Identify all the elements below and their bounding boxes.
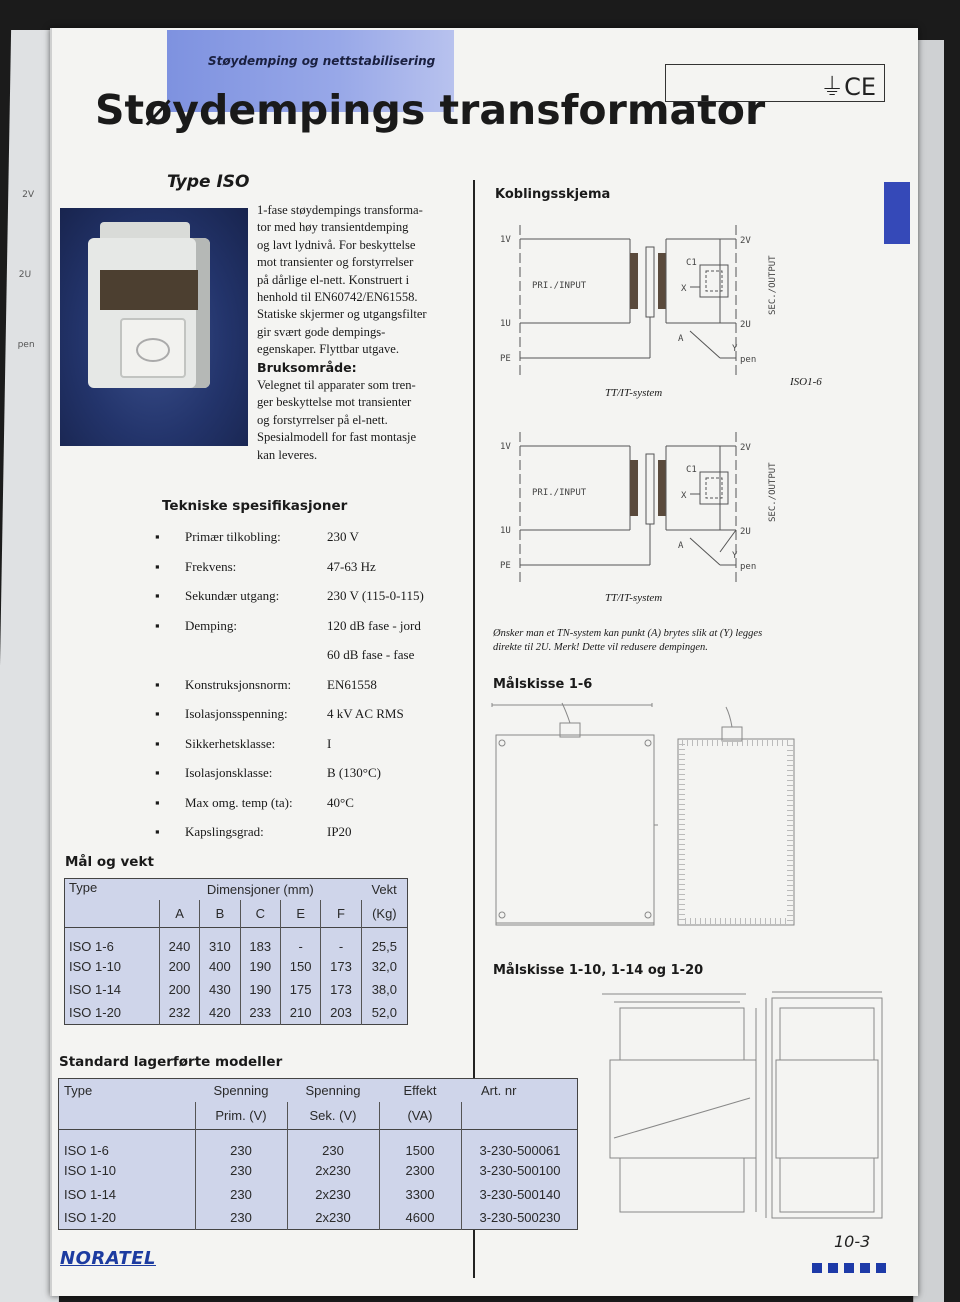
table-cell: 430 [200, 978, 240, 1001]
table-row [65, 1001, 408, 1024]
table-cell: 3300 [379, 1183, 461, 1206]
spec-bullet: ▪ [155, 676, 160, 692]
col-prim-unit: Prim. (V) [195, 1102, 287, 1130]
spec-value: 230 V [327, 529, 359, 544]
spec-label: Isolasjonsklasse: [185, 765, 273, 780]
dimensions-heading: Mål og vekt [65, 854, 154, 870]
col-f: F [321, 900, 361, 928]
desc-line: gir svært gode dempings- [257, 324, 386, 339]
spec-label: Primær tilkobling: [185, 529, 281, 544]
tn-system-note: Ønsker man et TN-system kan punkt (A) brytes slik at (Y) legges direkte til 2U. Merk! Dette vil redusere dempingen. [493, 628, 763, 653]
table-cell: 233 [240, 1001, 280, 1024]
spec-value: IP20 [327, 824, 352, 839]
product-type-heading: Type ISO [167, 172, 250, 192]
table-cell: 400 [200, 955, 240, 978]
table-cell: 4600 [379, 1206, 461, 1229]
table-cell: 150 [280, 955, 320, 978]
page-title: Støydempings transformator [95, 86, 766, 134]
table-cell: 3-230-500061 [479, 1143, 561, 1159]
table-row [59, 1183, 578, 1206]
table-cell: 32,0 [371, 958, 398, 974]
wiring-label-y: Y [732, 344, 738, 354]
table-cell: 52,0 [371, 1005, 398, 1021]
wiring-diagram-2 [500, 432, 778, 582]
spec-value: 120 dB fase - jord [327, 617, 421, 633]
spec-label: Frekvens: [185, 558, 237, 574]
col-dimensions: Dimensjoner (mm) [206, 881, 314, 897]
spec-bullet: ▪ [155, 735, 160, 751]
spec-label: Sikkerhetsklasse: [185, 735, 276, 751]
certification-box [665, 64, 885, 102]
certification-marks: ⏚CE [820, 73, 876, 101]
wiring-label-v2: 2V [740, 236, 751, 246]
table-cell: 38,0 [371, 982, 398, 998]
desc-line: henhold til EN60742/EN61558. [257, 290, 418, 305]
table-row [59, 1130, 578, 1160]
dimensions-table [64, 878, 408, 1025]
spec-value: B (130°C) [327, 765, 381, 780]
table-cell: ISO 1-6 [65, 927, 160, 955]
spec-value: I [327, 735, 332, 751]
spec-value: 230 V (115-0-115) [327, 588, 424, 603]
wiring-label-sec: SEC./OUTPUT [768, 462, 778, 522]
marker-square [844, 1263, 854, 1273]
table-cell: 1500 [379, 1130, 461, 1160]
spec-label: Sekundær utgang: [185, 588, 280, 603]
marker-square [876, 1263, 886, 1273]
sketch1-heading: Målskisse 1-6 [493, 677, 593, 692]
transformer-screen [646, 247, 654, 317]
col-prim: Spenning [213, 1082, 269, 1098]
transformer-winding [630, 253, 638, 309]
spec-label: Konstruksjonsnorm: [185, 676, 292, 692]
col-b: B [200, 900, 240, 928]
system-caption-1: TT/IT-system [605, 387, 663, 399]
stock-table [58, 1078, 578, 1230]
col-artnr: Art. nr [481, 1082, 517, 1098]
table-cell: - [321, 927, 361, 955]
spec-label: Demping: [185, 617, 237, 633]
table-cell: 230 [195, 1159, 287, 1182]
spec-label: Max omg. temp (ta): [185, 794, 293, 810]
wiring-label-pe: PE [500, 354, 511, 364]
table-cell: 420 [200, 1001, 240, 1024]
table-cell: 2300 [379, 1159, 461, 1182]
wiring-line [690, 331, 720, 358]
wiring-label-pri: PRI./INPUT [532, 488, 587, 498]
wiring-label-pen: pen [740, 562, 757, 572]
marker-square [828, 1263, 838, 1273]
spec-value: 47-63 Hz [327, 558, 376, 574]
desc-line: egenskaper. Flyttbar utgave. [257, 342, 399, 357]
wiring-label-x: X [681, 284, 687, 294]
dimension-sketch-2 [600, 988, 900, 1233]
spec-bullet: ▪ [155, 794, 160, 810]
table-cell: ISO 1-6 [59, 1130, 196, 1160]
col-c: C [240, 900, 280, 928]
table-cell: ISO 1-20 [59, 1206, 196, 1229]
filter-box [700, 265, 728, 297]
noratel-logo: NORATEL [60, 1248, 156, 1269]
wiring-label-x: X [681, 491, 687, 501]
table-cell: 310 [200, 927, 240, 955]
page-number: 10-3 [834, 1232, 871, 1251]
table-cell: 230 [195, 1130, 287, 1160]
wiring-line [690, 538, 720, 565]
usage-line: Spesialmodell for fast montasje [257, 430, 417, 445]
usage-line: Velegnet til apparater som tren- [257, 378, 416, 393]
chapter-tab [884, 182, 910, 244]
wiring-line [720, 530, 736, 552]
wiring-label-u2: 2U [740, 527, 751, 537]
desc-line: Statiske skjermer og utgangsfilter [257, 307, 427, 322]
model-label: ISO1-6 [790, 376, 822, 388]
col-effekt-unit: (VA) [379, 1102, 461, 1130]
usage-line: kan leveres. [257, 447, 318, 462]
spec-bullet: ▪ [155, 706, 160, 721]
table-cell: 200 [159, 978, 199, 1001]
table-cell: 210 [280, 1001, 320, 1024]
wiring-label-c1: C1 [686, 258, 697, 268]
table-cell: 2x230 [287, 1206, 379, 1229]
spec-value: 60 dB fase - fase [327, 647, 415, 662]
usage-heading: Bruksområde: [257, 359, 357, 375]
col-effekt: Effekt [403, 1082, 437, 1098]
table-cell: 25,5 [371, 938, 398, 954]
wiring-label-v1: 1V [500, 442, 511, 452]
table-cell: 183 [240, 927, 280, 955]
wiring-label-pri: PRI./INPUT [532, 281, 587, 291]
table-row [59, 1206, 578, 1229]
transformer-screen [646, 454, 654, 524]
spec-value: EN61558 [327, 676, 377, 692]
table-row [59, 1159, 578, 1182]
table-cell: 230 [287, 1130, 379, 1160]
table-cell: 173 [321, 978, 361, 1001]
product-photo [60, 208, 248, 446]
table-row [65, 955, 408, 978]
table-cell: 230 [195, 1206, 287, 1229]
transformer-winding [658, 253, 666, 309]
section-subtitle: Støydemping og nettstabilisering [208, 54, 436, 68]
table-cell: 173 [321, 955, 361, 978]
table-cell: - [280, 927, 320, 955]
wiring-label-u2: 2U [740, 320, 751, 330]
wiring-label-u1: 1U [500, 526, 511, 536]
system-caption-2: TT/IT-system [605, 592, 663, 604]
table-cell: 3-230-500230 [479, 1210, 561, 1226]
dimension-sketch-1 [490, 695, 810, 940]
stock-heading: Standard lagerførte modeller [59, 1054, 283, 1070]
desc-line: mot transienter og forstyrrelser [257, 255, 414, 270]
wiring-label-pe: PE [500, 561, 511, 571]
wiring-label-u1: 1U [500, 319, 511, 329]
table-cell: ISO 1-14 [65, 978, 160, 1001]
desc-line: på dårlige el-nett. Konstruert i [257, 272, 410, 287]
previous-page-edge: 2V 2U pen [0, 30, 81, 1302]
transformer-winding [658, 460, 666, 516]
wiring-diagram-1 [500, 225, 778, 375]
transformer-core [100, 270, 198, 310]
usage-line: ger beskyttelse mot transienter [257, 395, 412, 410]
spec-bullet: ▪ [155, 529, 160, 544]
table-cell: 175 [280, 978, 320, 1001]
col-a: A [159, 900, 199, 928]
table-cell: 3-230-500100 [479, 1163, 561, 1179]
table-cell: 190 [240, 978, 280, 1001]
table-cell: 200 [159, 955, 199, 978]
wiring-label-v1: 1V [500, 235, 511, 245]
page-marker-squares [812, 1258, 892, 1277]
desc-line: og lavt lydnivå. For beskyttelse [257, 237, 416, 252]
wiring-heading: Koblingsskjema [495, 187, 611, 202]
table-cell: ISO 1-10 [65, 955, 160, 978]
filter-box [700, 472, 728, 504]
sketch2-heading: Målskisse 1-10, 1-14 og 1-20 [493, 963, 704, 978]
spec-bullet: ▪ [155, 824, 160, 839]
table-cell: 2x230 [287, 1159, 379, 1182]
desc-line: tor med høy transientdemping [257, 220, 409, 235]
table-row [65, 927, 408, 955]
col-type: Type [69, 880, 98, 895]
spec-value: 40°C [327, 794, 354, 810]
specs-heading: Tekniske spesifikasjoner [162, 498, 348, 514]
col-e: E [280, 900, 320, 928]
marker-square [812, 1263, 822, 1273]
wiring-label-pen: pen [740, 355, 757, 365]
product-description [257, 202, 467, 464]
usage-line: og forstyrrelser på el-nett. [257, 412, 388, 427]
wiring-label-y: Y [732, 551, 738, 561]
spec-label: Isolasjonsspenning: [185, 706, 288, 721]
wiring-label-c1: C1 [686, 465, 697, 475]
table-cell: ISO 1-10 [59, 1159, 196, 1182]
col-weight: Vekt [371, 881, 397, 897]
table-cell: 2x230 [287, 1183, 379, 1206]
table-cell: 203 [321, 1001, 361, 1024]
transformer-winding [630, 460, 638, 516]
col-type: Type [64, 1082, 93, 1098]
table-cell: 240 [159, 927, 199, 955]
table-cell: 3-230-500140 [479, 1186, 561, 1202]
wiring-diagrams [490, 215, 840, 615]
spec-label: Kapslingsgrad: [185, 824, 264, 839]
col-sek: Spenning [305, 1082, 361, 1098]
spec-bullet: ▪ [155, 617, 160, 633]
spec-value: 4 kV AC RMS [327, 706, 404, 721]
wiring-label-a: A [678, 541, 684, 551]
table-cell: 230 [195, 1183, 287, 1206]
power-socket [120, 318, 186, 378]
wiring-label-a: A [678, 334, 684, 344]
table-cell: 232 [159, 1001, 199, 1024]
desc-line: 1-fase støydempings transforma- [257, 203, 423, 217]
col-kg: (Kg) [372, 905, 397, 921]
spec-bullet: ▪ [155, 558, 160, 574]
marker-square [860, 1263, 870, 1273]
table-cell: ISO 1-14 [59, 1183, 196, 1206]
spec-bullet: ▪ [155, 588, 160, 603]
table-cell: 190 [240, 955, 280, 978]
table-cell: ISO 1-20 [65, 1001, 160, 1024]
wiring-label-v2: 2V [740, 443, 751, 453]
table-row [65, 978, 408, 1001]
spec-bullet: ▪ [155, 765, 160, 780]
wiring-label-sec: SEC./OUTPUT [768, 255, 778, 315]
col-sek-unit: Sek. (V) [287, 1102, 379, 1130]
